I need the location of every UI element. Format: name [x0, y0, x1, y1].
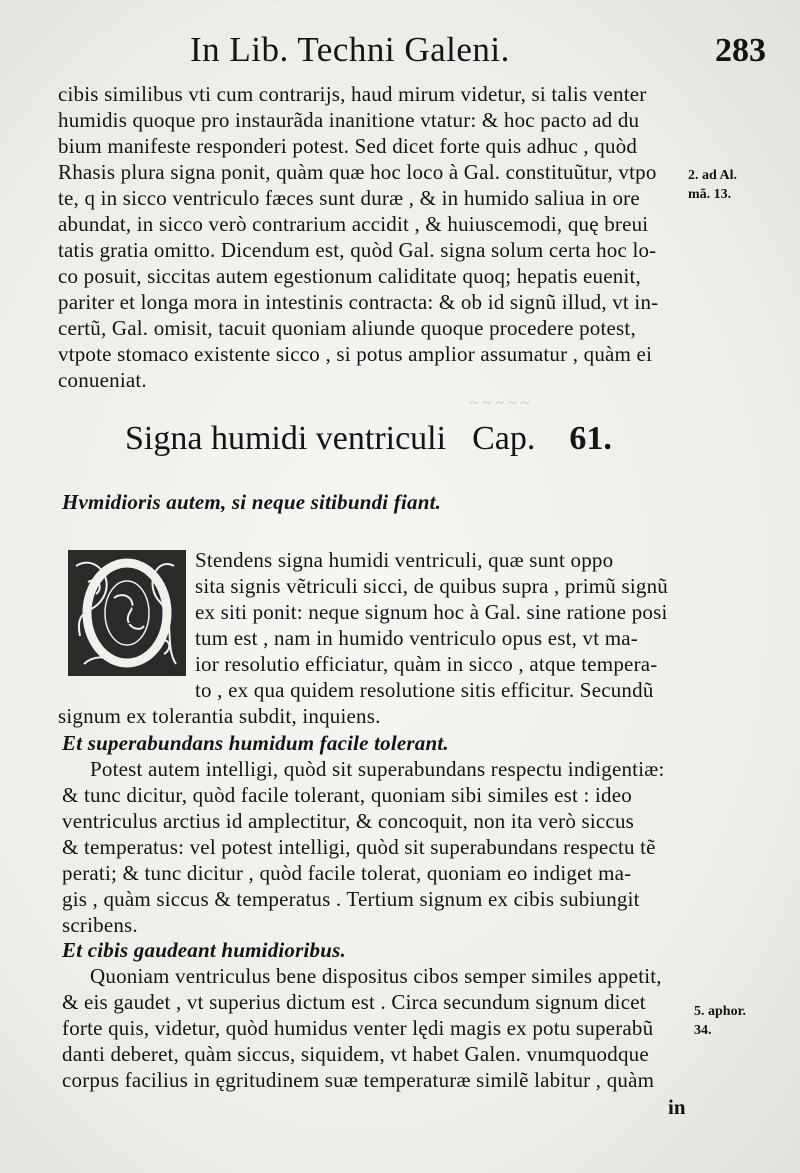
text-line: certũ, Gal. omisit, tacuit quoniam aliunde quoque procedere potest,	[58, 316, 636, 340]
text-line: & eis gaudet , vt superius dictum est . Circa secundum signum dicet	[62, 990, 646, 1014]
page-number: 283	[715, 32, 766, 69]
show-through-texture: ~ ~ ~ ~ ~	[470, 395, 530, 412]
chapter-title: Signa humidi ventriculi	[125, 420, 447, 457]
text-line: scribens.	[62, 913, 138, 937]
text-line: ex siti ponit: neque signum hoc à Gal. sine ratione posi	[195, 600, 668, 624]
text-line: te, q in sicco ventriculo fæces sunt duræ , & in humido saliua in ore	[58, 186, 640, 210]
lemma-heading: Et cibis gaudeant humidioribus.	[62, 938, 346, 962]
margin-note	[694, 1002, 746, 1040]
text-line: sita signis vẽtriculi sicci, de quibus supra , primũ signũ	[195, 574, 668, 598]
text-line: perati; & tunc dicitur , quòd facile tolerat, quoniam eo indiget ma-	[62, 861, 632, 885]
page-header	[60, 30, 780, 76]
text-line: tum est , nam in humido ventriculo opus est, vt ma-	[195, 626, 638, 650]
text-line: & tunc dicitur, quòd facile tolerant, quoniam sibi similes est : ideo	[62, 783, 632, 807]
text-line: corpus facilius in ęgritudinem suæ temperaturæ similẽ labitur , quàm	[62, 1068, 655, 1092]
chapter-number: 61.	[569, 420, 612, 457]
text-line: humidis quoque pro instaurãda inanitione vtatur: & hoc pacto ad du	[58, 108, 640, 132]
margin-note	[688, 166, 737, 204]
decorated-initial-icon	[64, 546, 190, 680]
text-line: forte quis, videtur, quòd humidus venter lędi magis ex potu superabũ	[62, 1016, 654, 1040]
text-line: signum ex tolerantia subdit, inquiens.	[58, 704, 381, 728]
margin-note-line: 2. ad Al.	[688, 168, 738, 183]
text-line: tatis gratia omitto. Dicendum est, quòd Gal. signa solum certa hoc lo-	[58, 238, 657, 262]
text-line: & temperatus: vel potest intelligi, quòd sit superabundans respectu tẽ	[62, 835, 656, 859]
margin-note-line: 5. aphor.	[694, 1004, 747, 1019]
chapter-heading	[125, 420, 612, 458]
margin-note-line: mã. 13.	[688, 187, 732, 202]
text-line: abundat, in sicco verò contrarium accidit , & huiuscemodi, quę breui	[58, 212, 649, 236]
text-line: ior resolutio efficiatur, quàm in sicco , atque tempera-	[195, 652, 658, 676]
text-line: conueniat.	[58, 368, 147, 392]
lemma-heading: Hvmidioris autem, si neque sitibundi fiant.	[62, 490, 442, 514]
running-title: In Lib. Techni Galeni.	[190, 30, 510, 69]
text-line: bium manifeste responderi potest. Sed dicet forte quis adhuc , quòd	[58, 134, 638, 158]
text-line: to , ex qua quidem resolutione sitis efficitur. Secundũ	[195, 678, 654, 702]
text-line: danti deberet, quàm siccus, siquidem, vt habet Galen. vnumquodque	[62, 1042, 649, 1066]
chapter-cap-label: Cap.	[472, 420, 536, 457]
text-line: cibis similibus vti cum contrarijs, haud mirum videtur, si talis venter	[58, 82, 647, 106]
text-line: Stendens signa humidi ventriculi, quæ sunt oppo	[195, 548, 614, 572]
initial-letter: O	[116, 598, 138, 631]
text-line: pariter et longa mora in intestinis contracta: & ob id signũ illud, vt in-	[58, 290, 659, 314]
text-line: Quoniam ventriculus bene dispositus cibos semper similes appetit,	[90, 964, 662, 988]
text-line: gis , quàm siccus & temperatus . Tertium signum ex cibis subiungit	[62, 887, 640, 911]
text-line: vtpote stomaco existente sicco , si potus amplior assumatur , quàm ei	[58, 342, 653, 366]
catchword: in	[668, 1095, 686, 1119]
text-line: Rhasis plura signa ponit, quàm quæ hoc loco à Gal. constituũtur, vtpo	[58, 160, 657, 184]
text-line: ventriculus arctius id amplectitur, & concoquit, non ita verò siccus	[62, 809, 635, 833]
lemma-heading: Et superabundans humidum facile tolerant.	[62, 731, 449, 755]
text-line: co posuit, siccitas autem egestionum caliditate quoq; hepatis euenit,	[58, 264, 641, 288]
margin-note-line: 34.	[694, 1023, 712, 1038]
text-line: Potest autem intelligi, quòd sit superabundans respectu indigentiæ:	[90, 757, 665, 781]
